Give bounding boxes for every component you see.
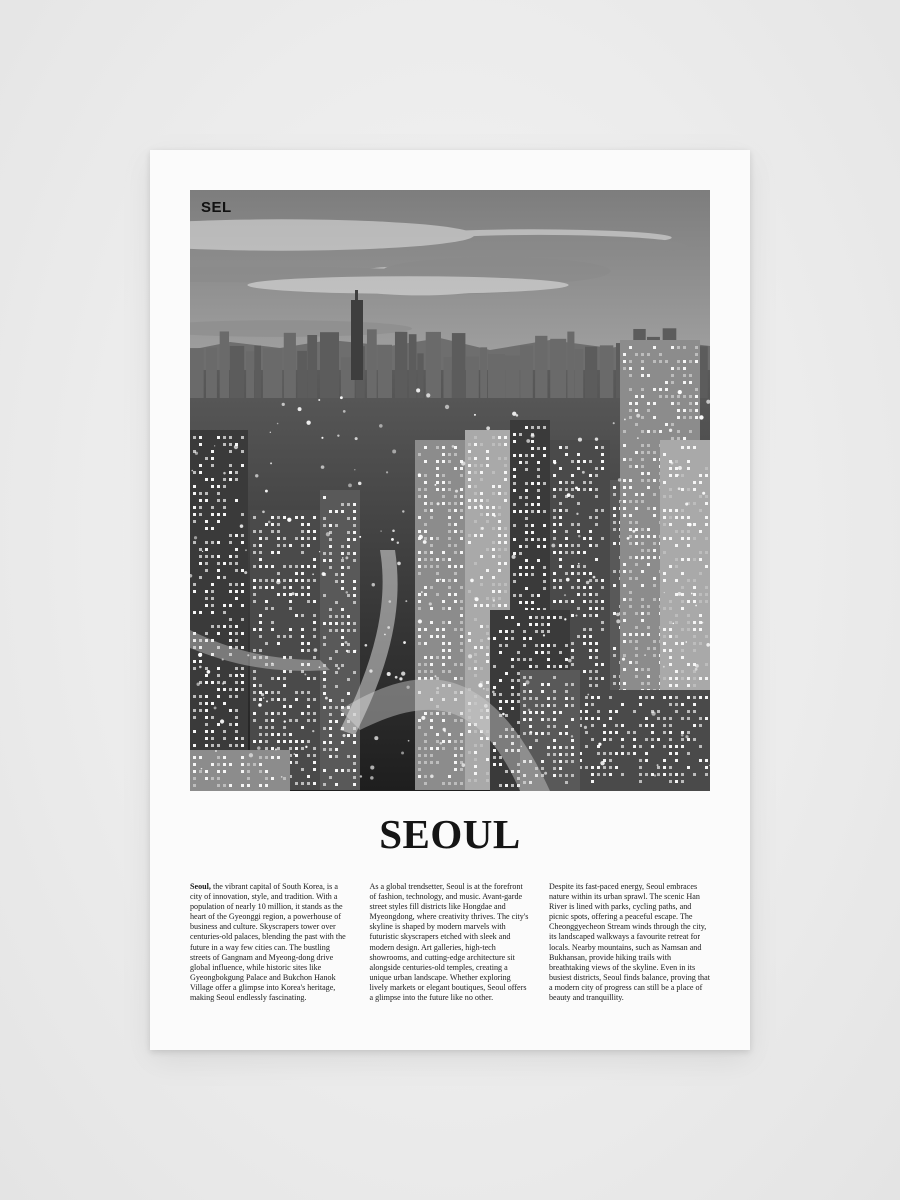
column-1-text: the vibrant capital of South Korea, is a city of innovation, style, and tradition. With a population of nearly 10 million, it stands as the heart of the Gyeonggi region, a powerhouse of business and culture. Skyscrapers tower over centuries-old palaces, blending the past with the future in a way few cities can. The bustling streets of Gangnam and Myeong-dong drive global influence, while historic sites like Gyeongbokgung Palace and Bukchon Hanok Village offer a glimpse into Korea's heritage, making Seoul endlessly fascinating. [190, 882, 346, 1003]
text-column-1 [190, 882, 351, 1032]
poster [150, 150, 750, 1050]
city-photo [190, 190, 710, 791]
text-column-3 [549, 882, 710, 1032]
text-columns [190, 882, 710, 1032]
column-2-text: As a global trendsetter, Seoul is at the forefront of fashion, technology, and music. Avant-garde street styles fill districts like Hongdae and Myeongdong, where creativity thrives. The city's skyline is shaped by modern marvels with futuristic skyscrapers etched with sleek and modern design. Art galleries, high-tech showrooms, and cutting-edge architecture sit alongside centuries-old temples, creating a unique urban landscape. Whether exploring lively markets or elegant boutiques, Seoul offers a glimpse into the future like no other. [369, 882, 529, 1003]
city-title: SEOUL [379, 811, 521, 857]
city-code-label: SEL [201, 199, 232, 216]
cityscape-illustration [190, 190, 710, 791]
lead-word: Seoul, [190, 882, 211, 891]
column-3-text: Despite its fast-paced energy, Seoul embraces nature within its urban sprawl. The scenic Han River is lined with parks, cycling paths, and picnic spots, offering a peaceful escape. The Cheonggyecheon Stream winds through the city, its landscaped walkways a favourite retreat for locals. Nearby mountains, such as Namsan and Bukhansan, provide hiking trails with breathtaking views of the skyline. Even in its busiest districts, Seoul finds balance, proving that a modern city of progress can still be a place of beauty and tranquillity. [549, 882, 710, 1003]
text-column-2 [370, 882, 531, 1032]
